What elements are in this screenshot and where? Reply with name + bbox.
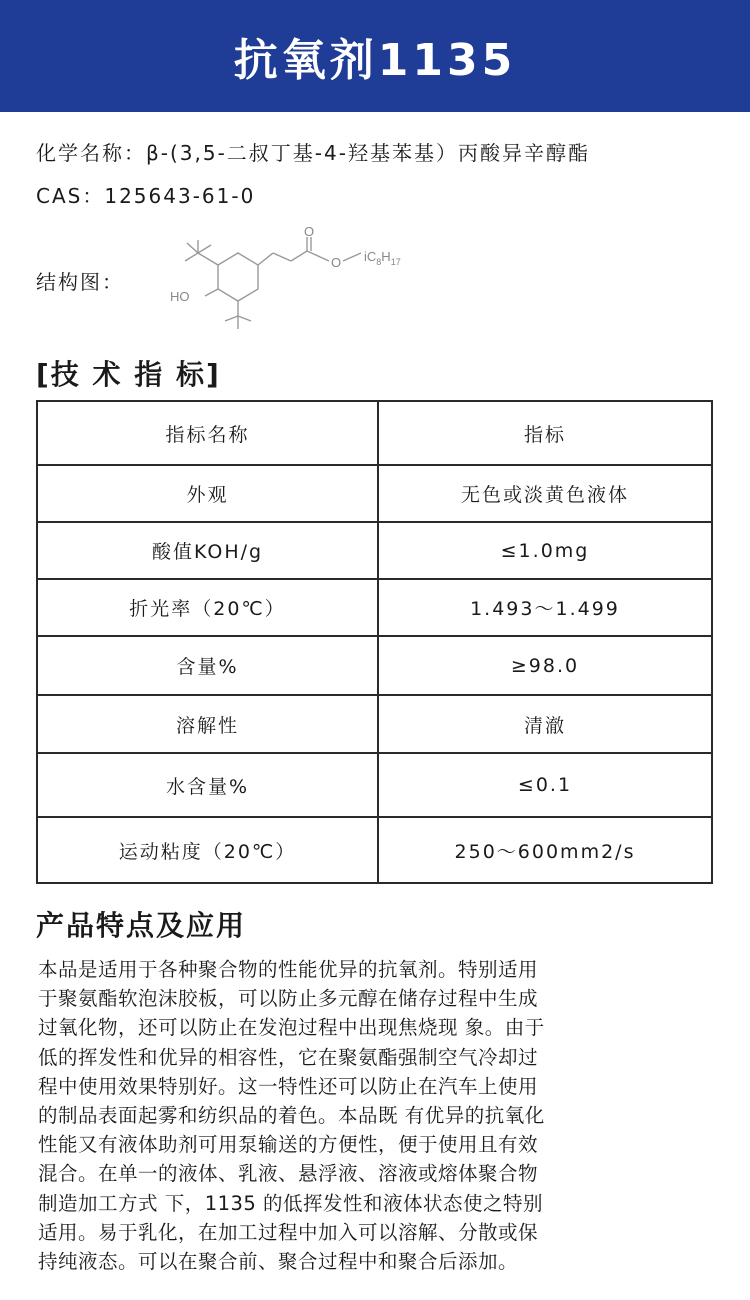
row-label: 溶解性 [37, 695, 378, 753]
description-line: 程中使用效果特别好。这一特性还可以防止在汽车上使用 [38, 1074, 539, 1098]
table-row [37, 522, 712, 579]
description-line: 性能又有液体助剂可用泵输送的方便性，便于使用且有效 [38, 1133, 539, 1157]
description-line: 过氧化物，还可以防止在发泡过程中出现焦烧现 象。由于 [38, 1016, 545, 1040]
description-line: 制造加工方式 下，1135 的低挥发性和液体状态使之特别 [38, 1191, 544, 1215]
structure-diagram [165, 225, 435, 340]
row-label: 外观 [37, 465, 378, 522]
benzene-ring [218, 253, 258, 301]
description-line: 于聚氨酯软泡沫胶板，可以防止多元醇在储存过程中生成 [38, 987, 539, 1011]
table-row [37, 579, 712, 636]
features-description [38, 955, 722, 1276]
table-row [37, 695, 712, 753]
table-row [37, 636, 712, 695]
alkyl-chain-label: $iC_8H_{17}$ [364, 249, 401, 267]
description-line: 混合。在单一的液体、乳液、悬浮液、溶液或熔体聚合物 [38, 1162, 539, 1186]
page-title: 抗氧剂1135 [233, 35, 517, 86]
row-value: 无色或淡黄色液体 [378, 465, 712, 522]
description-line: 低的挥发性和优异的相容性，它在聚氨酯强制空气冷却过 [38, 1045, 539, 1069]
spec-section-title: [技 术 指 标] [36, 358, 221, 391]
row-value: 清澈 [378, 695, 712, 753]
row-value: 250～600mm2/s [378, 817, 712, 883]
ester-o-label: O [331, 255, 342, 270]
row-value: ≤1.0mg [378, 522, 712, 579]
row-value: ≤0.1 [378, 753, 712, 817]
table-header-row [37, 401, 712, 465]
row-value: 1.493～1.499 [378, 579, 712, 636]
features-section-title: 产品特点及应用 [36, 909, 247, 942]
cas-number: CAS：125643-61-0 [36, 184, 256, 208]
spec-table [36, 400, 713, 884]
title-banner [0, 0, 750, 112]
row-label: 水含量% [37, 753, 378, 817]
carbonyl-o-label: O [304, 225, 315, 239]
table-row [37, 465, 712, 522]
header-cell-name: 指标名称 [37, 401, 378, 465]
structure-label: 结构图： [36, 270, 124, 294]
header-cell-value: 指标 [378, 401, 712, 465]
row-label: 酸值KOH/g [37, 522, 378, 579]
description-line: 适用。易于乳化，在加工过程中加入可以溶解、分散或保 [38, 1220, 539, 1244]
description-line: 持纯液态。可以在聚合前、聚合过程中和聚合后添加。 [38, 1250, 519, 1274]
description-line: 本品是适用于各种聚合物的性能优异的抗氧剂。特别适用 [38, 958, 539, 981]
row-value: ≥98.0 [378, 636, 712, 695]
row-label: 运动粘度（20℃） [37, 817, 378, 883]
ho-label: HO [170, 289, 190, 304]
description-line: 的制品表面起雾和纺织品的着色。本品既 有优异的抗氧化 [38, 1104, 545, 1128]
chemical-name: 化学名称：β-(3,5-二叔丁基-4-羟基苯基）丙酸异辛醇酯 [36, 141, 590, 165]
table-row [37, 753, 712, 817]
table-row [37, 817, 712, 883]
row-label: 折光率（20℃） [37, 579, 378, 636]
row-label: 含量% [37, 636, 378, 695]
